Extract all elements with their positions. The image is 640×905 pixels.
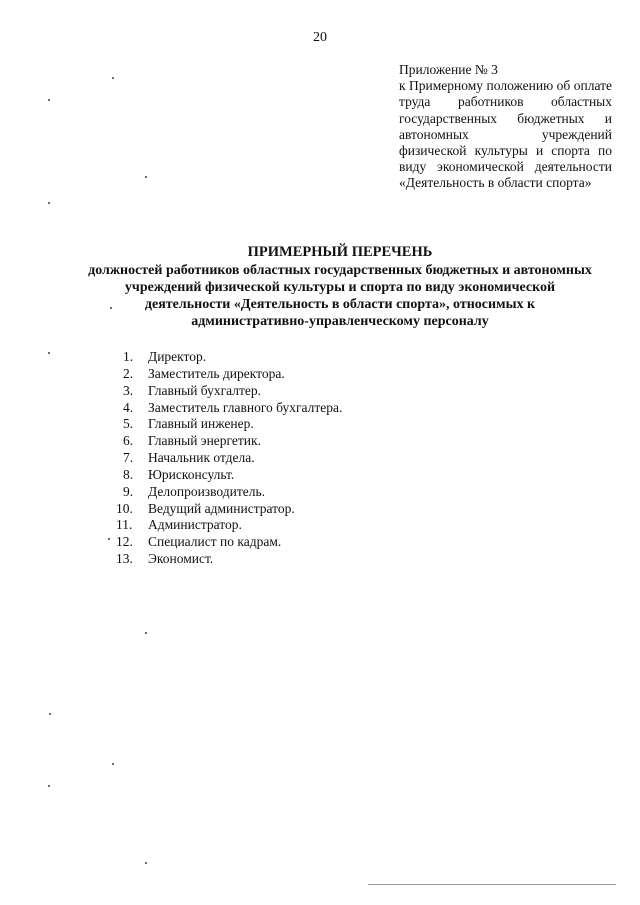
scan-speck bbox=[112, 77, 114, 79]
item-text: Заместитель директора. bbox=[148, 365, 285, 381]
item-text: Юрисконсульт. bbox=[148, 466, 235, 482]
appendix-body: к Примерному положению об оплате труда работников областных государственных бюджетных и автономных учреждений физической культуры и спорта по виду экономической деятельности «Деятельность в области спорта» bbox=[399, 78, 612, 191]
scan-speck bbox=[48, 785, 50, 787]
item-number: 4. bbox=[123, 399, 134, 415]
list-item bbox=[112, 501, 342, 518]
item-text: Специалист по кадрам. bbox=[148, 534, 282, 550]
list-item bbox=[112, 450, 342, 467]
item-number: 9. bbox=[123, 483, 134, 499]
heading-subtitle-line: административно-управленческому персоналу bbox=[191, 314, 489, 329]
item-text: Ведущий администратор. bbox=[148, 500, 295, 516]
list-item bbox=[112, 517, 342, 534]
scan-speck bbox=[48, 202, 50, 204]
page-number: 20 bbox=[313, 30, 327, 45]
list-item bbox=[112, 383, 342, 400]
heading-title: ПРИМЕРНЫЙ ПЕРЕЧЕНЬ bbox=[247, 244, 433, 260]
list-item bbox=[112, 349, 342, 366]
item-text: Главный энергетик. bbox=[148, 433, 261, 449]
item-number: 10. bbox=[116, 500, 133, 516]
list-item bbox=[112, 551, 342, 568]
item-number: 12. bbox=[116, 534, 133, 550]
scan-speck bbox=[108, 538, 110, 540]
item-number: 5. bbox=[123, 416, 134, 432]
item-number: 8. bbox=[123, 466, 134, 482]
appendix-title: Приложение № 3 bbox=[399, 62, 498, 77]
item-text: Главный бухгалтер. bbox=[148, 382, 262, 398]
item-text: Администратор. bbox=[148, 517, 242, 533]
scan-speck bbox=[145, 862, 147, 864]
item-text: Начальник отдела. bbox=[148, 450, 255, 466]
list-item bbox=[112, 467, 342, 484]
item-number: 3. bbox=[123, 382, 134, 398]
list-item bbox=[112, 534, 342, 551]
item-number: 1. bbox=[123, 349, 134, 364]
heading-subtitle-line: учреждений физической культуры и спорта по виду экономической bbox=[124, 280, 556, 295]
list-item bbox=[112, 416, 342, 433]
scan-speck bbox=[110, 307, 112, 309]
scan-speck bbox=[112, 763, 114, 765]
heading-subtitle-line: должностей работников областных государственных бюджетных и автономных bbox=[88, 263, 592, 278]
scan-speck bbox=[145, 632, 147, 634]
item-number: 7. bbox=[123, 450, 134, 466]
document-heading bbox=[40, 244, 640, 330]
scan-speck bbox=[48, 99, 50, 101]
list-item bbox=[112, 366, 342, 383]
item-text: Директор. bbox=[148, 349, 207, 364]
item-number: 13. bbox=[116, 551, 133, 567]
list-item bbox=[112, 400, 342, 417]
scan-speck bbox=[48, 352, 50, 354]
appendix-block bbox=[399, 62, 612, 192]
item-text: Главный инженер. bbox=[148, 416, 254, 432]
scan-speck bbox=[145, 176, 147, 178]
item-number: 2. bbox=[123, 365, 134, 381]
item-number: 6. bbox=[123, 433, 134, 449]
scan-speck bbox=[49, 713, 51, 715]
item-text: Заместитель главного бухгалтера. bbox=[148, 399, 343, 415]
heading-subtitle-line: деятельности «Деятельность в области спорта», относимых к bbox=[144, 297, 536, 312]
list-item bbox=[112, 433, 342, 450]
footer-rule bbox=[368, 884, 616, 885]
item-number: 11. bbox=[116, 517, 133, 533]
item-text: Делопроизводитель. bbox=[148, 483, 266, 499]
list-item bbox=[112, 484, 342, 501]
positions-list bbox=[112, 349, 342, 568]
item-text: Экономист. bbox=[148, 551, 214, 567]
